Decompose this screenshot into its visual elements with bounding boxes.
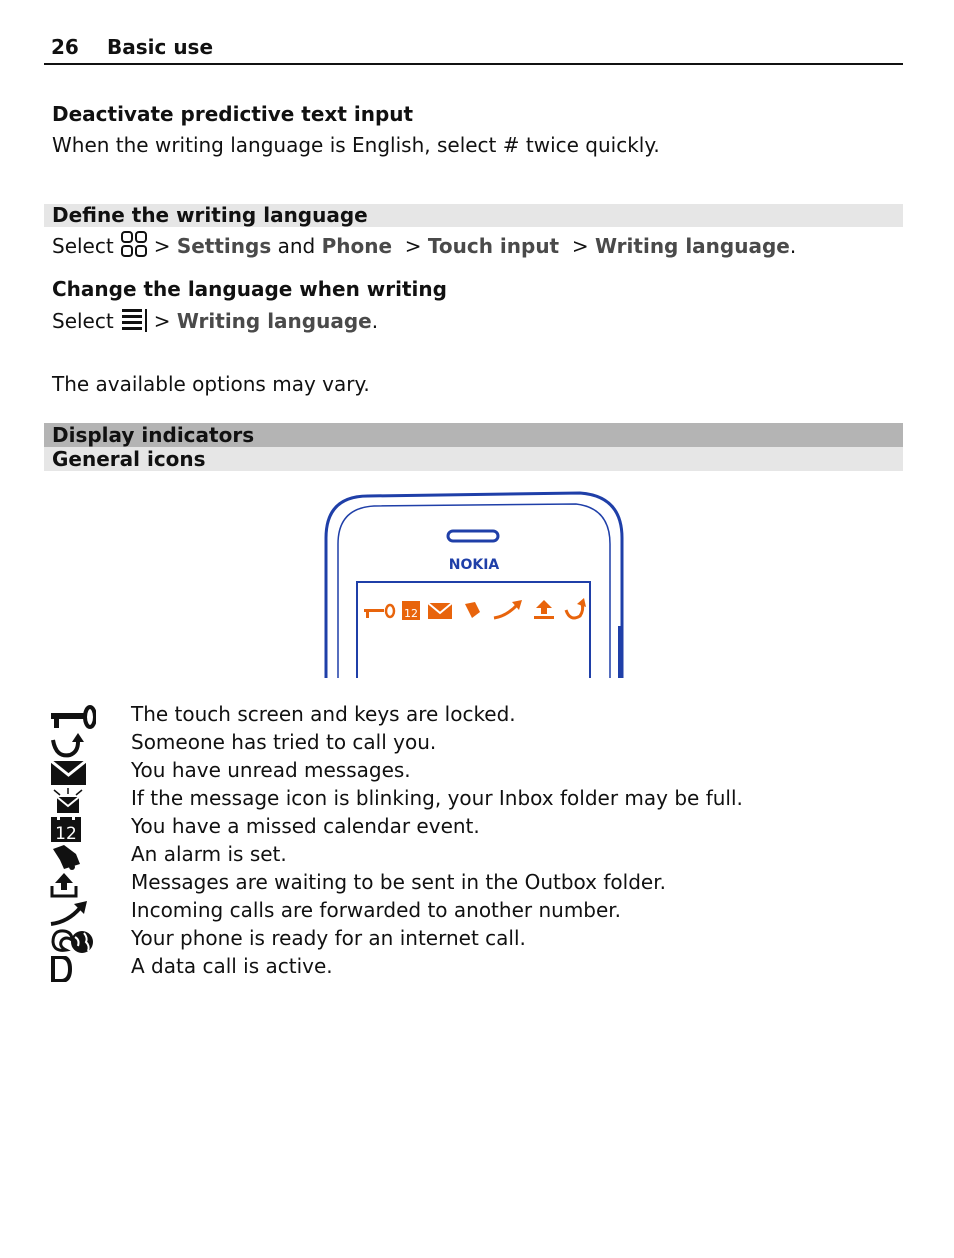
screen-missed-call-icon: [566, 604, 583, 618]
path-touch-input: Touch input: [427, 234, 560, 258]
alarm-bell-icon: [50, 844, 96, 870]
calendar-icon: [50, 816, 96, 842]
blinking-envelope-icon: [50, 788, 96, 814]
indicator-text: Incoming calls are forwarded to another number.: [131, 898, 622, 922]
svg-text:12: 12: [404, 607, 418, 620]
page-header: [44, 32, 903, 65]
indicator-icons: [50, 702, 96, 982]
envelope-icon: [50, 760, 96, 786]
missed-call-icon: [50, 732, 96, 758]
change-instruction: [52, 307, 378, 335]
menu-grid-icon: [120, 230, 148, 263]
section-title: Basic use: [107, 35, 214, 59]
select-word: Select: [52, 309, 114, 333]
call-forward-icon: [50, 900, 96, 926]
indicator-text: Someone has tried to call you.: [131, 730, 437, 754]
path-phone: Phone: [321, 234, 393, 258]
screen-alarm-icon: [465, 602, 480, 618]
indicator-text: You have unread messages.: [131, 758, 411, 782]
and-word: and: [277, 234, 316, 258]
options-note: The available options may vary.: [52, 372, 370, 396]
options-menu-icon: [120, 305, 148, 338]
select-word: Select: [52, 234, 114, 258]
phone-illustration: [322, 490, 626, 678]
general-icons-title: General icons: [52, 447, 206, 471]
path-writing-language: Writing language: [594, 234, 790, 258]
internet-call-icon: [50, 928, 96, 954]
period: .: [789, 234, 797, 258]
indicator-text: You have a missed calendar event.: [131, 814, 480, 838]
define-title: Define the writing language: [52, 203, 368, 227]
sep: >: [571, 234, 589, 258]
indicator-descriptions: [131, 702, 851, 982]
screen-upload-icon: [536, 600, 552, 614]
sep: >: [153, 234, 171, 258]
indicator-text: An alarm is set.: [131, 842, 287, 866]
indicator-text: The touch screen and keys are locked.: [131, 702, 516, 726]
path-settings: Settings: [176, 234, 272, 258]
change-title: Change the language when writing: [52, 277, 447, 301]
data-call-icon: [50, 956, 96, 982]
sep: >: [404, 234, 422, 258]
key-lock-icon: [50, 704, 96, 730]
page-number: 26: [51, 35, 79, 59]
deactivate-title: Deactivate predictive text input: [52, 102, 414, 126]
display-band: [44, 423, 903, 447]
general-icons-band: [44, 447, 903, 471]
indicator-text: Messages are waiting to be sent in the Outbox folder.: [131, 870, 666, 894]
indicator-text: If the message icon is blinking, your Inbox folder may be full.: [131, 786, 743, 810]
indicator-text: A data call is active.: [131, 954, 333, 978]
sep: >: [153, 309, 171, 333]
screen-forward-icon: [494, 604, 518, 618]
display-title: Display indicators: [52, 423, 255, 447]
outbox-upload-icon: [50, 872, 96, 898]
phone-brand: NOKIA: [448, 557, 500, 573]
svg-text:12: 12: [55, 824, 77, 842]
indicator-text: Your phone is ready for an internet call.: [131, 926, 526, 950]
deactivate-text: When the writing language is English, select # twice quickly.: [52, 133, 660, 157]
path-writing-language: Writing language: [176, 309, 372, 333]
period: .: [371, 309, 379, 333]
define-instruction: [52, 232, 796, 260]
define-band: [44, 204, 903, 227]
